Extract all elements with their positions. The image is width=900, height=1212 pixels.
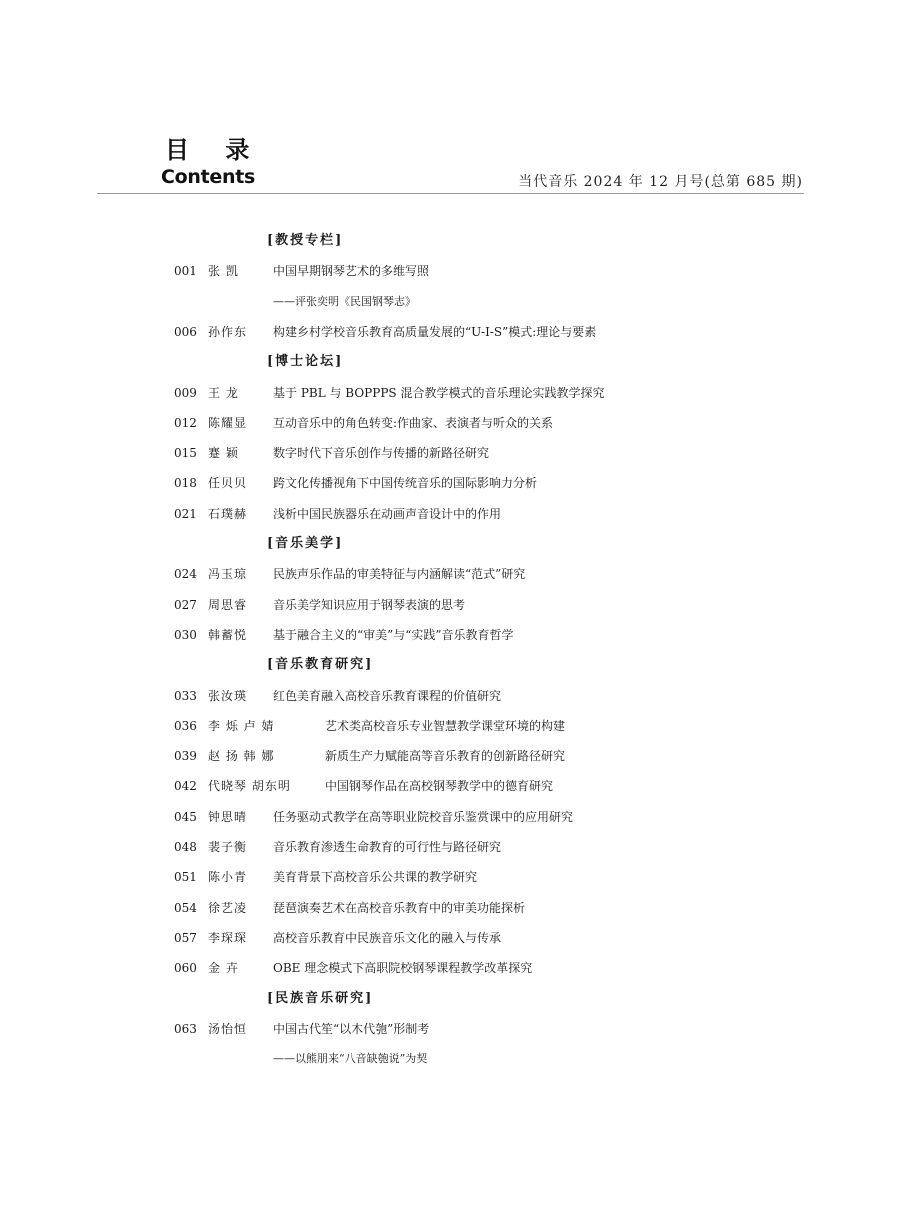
toc-entry [0, 746, 900, 766]
toc-entry [0, 595, 900, 615]
entry-title: 高校音乐教育中民族音乐文化的融入与传承 [273, 930, 502, 945]
entry-title: OBE 理念模式下高职院校钢琴课程教学改革探究 [273, 961, 533, 976]
entry-page-number: 033 [174, 688, 197, 703]
toc-entry [0, 867, 900, 887]
entry-author: 冯玉琼 [208, 567, 248, 582]
toc-entry [0, 898, 900, 918]
entry-title: 任务驱动式教学在高等职业院校音乐鉴赏课中的应用研究 [273, 809, 574, 824]
entry-title: 新质生产力赋能高等音乐教育的创新路径研究 [325, 749, 566, 764]
section-heading-label: [教授专栏] [267, 233, 344, 248]
article-subtitle-text: ——以熊朋来“八音缺匏说”为契 [273, 1052, 428, 1066]
entry-title: 中国古代笙“以木代匏”形制考 [273, 1021, 430, 1036]
entry-title: 民族声乐作品的审美特征与内涵解读“范式”研究 [273, 567, 526, 582]
entry-title: 基于 PBL 与 BOPPPS 混合教学模式的音乐理论实践教学探究 [273, 385, 605, 400]
entry-author: 李 烁 卢 婧 [208, 718, 275, 733]
entry-title: 中国早期钢琴艺术的多维写照 [273, 264, 430, 279]
entry-page-number: 036 [174, 718, 197, 733]
entry-page-number: 027 [174, 597, 197, 612]
entry-author: 韩蓄悦 [208, 627, 248, 642]
toc-entry [0, 716, 900, 736]
entry-author: 徐艺凌 [208, 900, 248, 915]
entry-author: 钟思晴 [208, 809, 248, 824]
entry-title: 浅析中国民族器乐在动画声音设计中的作用 [273, 506, 502, 521]
toc-entry [0, 776, 900, 796]
entry-author: 蹇 颖 [208, 446, 239, 461]
entry-author: 周思睿 [208, 597, 248, 612]
section-heading-label: [民族音乐研究] [267, 990, 374, 1006]
entry-title: 互动音乐中的角色转变:作曲家、表演者与听众的关系 [273, 415, 554, 430]
toc-entry [0, 958, 900, 978]
toc-entry [0, 837, 900, 857]
toc-entry [0, 928, 900, 948]
section-heading [0, 655, 900, 675]
entry-title: 跨文化传播视角下中国传统音乐的国际影响力分析 [273, 476, 538, 491]
entry-page-number: 009 [174, 385, 197, 400]
entry-page-number: 012 [174, 415, 197, 430]
entry-author: 金 卉 [208, 961, 239, 976]
entry-title: 音乐美学知识应用于钢琴表演的思考 [273, 597, 466, 612]
toc-entry [0, 686, 900, 706]
entry-author: 赵 扬 韩 娜 [208, 749, 275, 764]
entry-page-number: 039 [174, 749, 197, 764]
entry-author: 陈耀显 [208, 415, 248, 430]
toc-entry [0, 473, 900, 493]
entry-title: 美育背景下高校音乐公共课的教学研究 [273, 870, 478, 885]
entry-page-number: 018 [174, 476, 197, 491]
entry-author: 任贝贝 [208, 476, 248, 491]
entry-author: 孙作东 [208, 324, 248, 339]
entry-page-number: 057 [174, 930, 197, 945]
article-subtitle [0, 292, 900, 312]
entry-author: 陈小青 [208, 870, 248, 885]
entry-page-number: 048 [174, 840, 197, 854]
entry-title: 构建乡村学校音乐教育高质量发展的“U-I-S”模式:理论与要素 [273, 324, 597, 339]
article-subtitle [0, 1049, 900, 1069]
section-heading-label: [音乐美学] [267, 536, 344, 551]
entry-author: 代晓琴 胡东明 [208, 779, 291, 794]
entry-page-number: 060 [174, 961, 197, 976]
entry-page-number: 054 [174, 900, 197, 915]
entry-author: 张 凯 [208, 264, 239, 279]
entry-author: 王 龙 [208, 385, 239, 400]
entry-title: 红色美育融入高校音乐教育课程的价值研究 [273, 688, 502, 703]
entry-page-number: 063 [174, 1021, 197, 1036]
entry-author: 裴子衡 [208, 840, 248, 854]
entry-page-number: 001 [174, 264, 197, 279]
header-rule [97, 193, 804, 194]
toc-entry [0, 1019, 900, 1039]
entry-author: 李琛琛 [208, 930, 248, 945]
entry-title: 音乐教育渗透生命教育的可行性与路径研究 [273, 840, 502, 854]
toc-entry [0, 261, 900, 281]
entry-page-number: 015 [174, 446, 197, 461]
toc-entry [0, 443, 900, 463]
article-subtitle-text: ——评张奕明《民国钢琴志》 [273, 294, 416, 308]
entry-title: 基于融合主义的“审美”与“实践”音乐教育哲学 [273, 627, 514, 642]
entry-title: 琵琶演奏艺术在高校音乐教育中的审美功能探析 [273, 900, 526, 915]
entry-page-number: 042 [174, 779, 197, 794]
entry-page-number: 051 [174, 870, 197, 885]
section-heading-label: [博士论坛] [267, 354, 344, 370]
section-heading [0, 231, 900, 251]
toc-entry [0, 807, 900, 827]
page-title-en: Contents [161, 166, 256, 188]
toc-entry [0, 383, 900, 403]
section-heading [0, 989, 900, 1009]
page-title-cn: 目 录 [165, 136, 264, 164]
entry-author: 汤怡恒 [208, 1021, 248, 1036]
toc-entry [0, 322, 900, 342]
entry-title: 艺术类高校音乐专业智慧教学课堂环境的构建 [325, 718, 566, 733]
section-heading [0, 352, 900, 372]
entry-page-number: 024 [174, 567, 197, 582]
toc-entry [0, 564, 900, 584]
toc-entry [0, 625, 900, 645]
issue-info: 当代音乐 2024 年 12 月号(总第 685 期) [518, 174, 803, 190]
entry-author: 石璞赫 [208, 506, 248, 521]
entry-page-number: 006 [174, 324, 197, 339]
entry-page-number: 030 [174, 627, 197, 642]
section-heading-label: [音乐教育研究] [267, 657, 374, 673]
section-heading [0, 534, 900, 554]
entry-title: 数字时代下音乐创作与传播的新路径研究 [273, 446, 490, 461]
entry-page-number: 045 [174, 809, 197, 824]
toc-entry [0, 413, 900, 433]
toc-entry [0, 504, 900, 524]
entry-page-number: 021 [174, 506, 197, 521]
entry-title: 中国钢琴作品在高校钢琴教学中的德育研究 [325, 779, 554, 794]
entry-author: 张汝瑛 [208, 688, 248, 703]
